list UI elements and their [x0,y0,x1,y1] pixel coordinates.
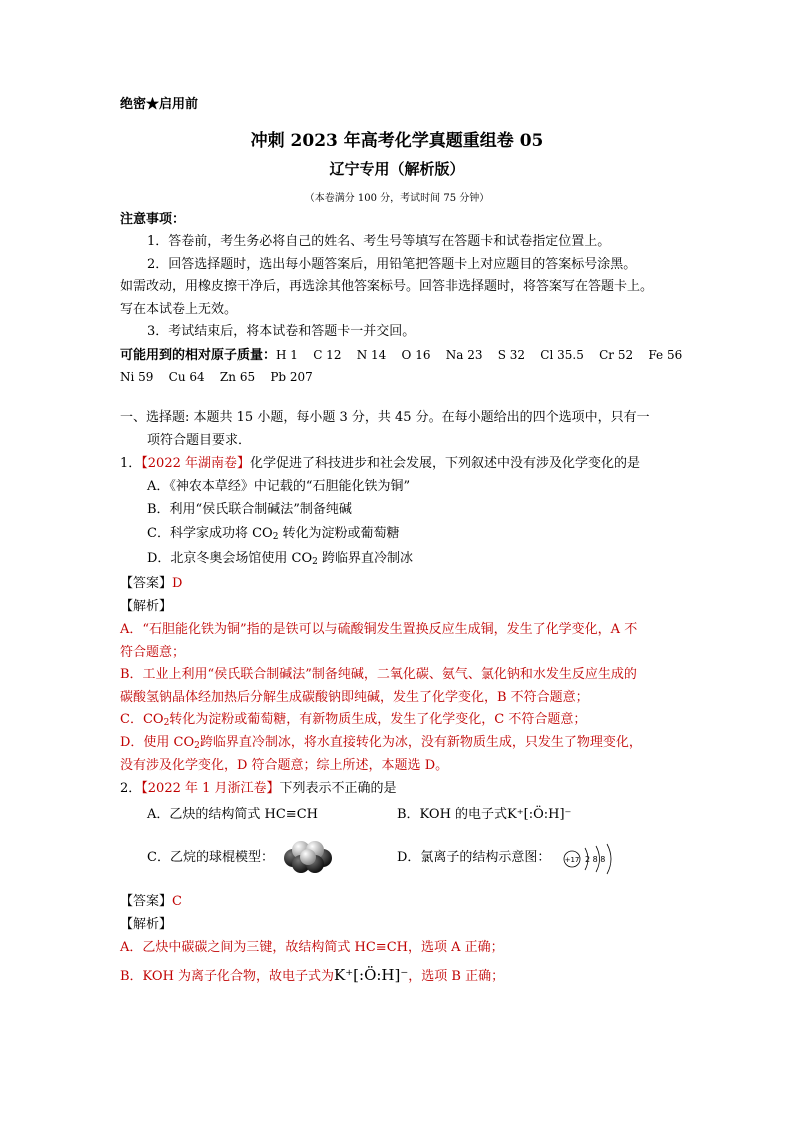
analysis-tag: 【解析】 [120,917,173,932]
analysis-text: B．KOH 为离子化合物，故电子式为 [120,969,335,984]
question-stem: 下列表示不正确的是 [279,781,397,796]
question-stem: 化学促进了科技进步和社会发展，下列叙述中没有涉及化学变化的是 [250,456,641,471]
confidential-label: 绝密★启用前 [120,97,199,112]
exam-meta: （本卷满分 100 分，考试时间 75 分钟） [304,193,490,204]
shell-electrons: 2 8 8 [585,855,606,864]
option-b [397,805,571,825]
question-number: 1． [120,456,142,471]
option-d [147,549,413,572]
answer-tag: 【答案】 [120,894,173,909]
electron-formula: K⁺[:Ö:H]⁻ [507,807,572,822]
section-heading: 一、选择题: 本题共 15 小题，每小题 3 分，共 45 分。在每小题给出的四个选项中，只有一 [120,410,650,425]
analysis-text-2: 转化为淀粉或葡萄糖，有新物质生成，发生了化学变化，C 不符合题意； [169,712,587,727]
atomic-mass-values-2: Ni 59 Cu 64 Zn 65 Pb 207 [120,370,313,384]
atomic-mass-values: H 1 C 12 N 14 O 16 Na 23 S 32 Cl 35.5 Cr 52 Fe 56 [276,348,683,362]
analysis-line: 碳酸氢钠晶体经加热后分解生成碳酸钠即纯碱，发生了化学变化，B 不符合题意； [120,690,589,705]
analysis-text-2: 跨临界直冷制冰，将水直接转化为冰，没有新物质生成，只发生了物理变化， [199,735,642,750]
answer-value: C [172,894,182,909]
option-c-text: C．科学家成功将 CO [147,526,273,541]
subscript: 2 [194,741,200,751]
analysis-line [120,710,586,733]
analysis-text: D．使用 CO [120,735,195,750]
question-source: 【2022 年 1 月浙江卷】 [141,781,280,796]
subscript: 2 [163,718,170,728]
option-d: D．氯离子的结构示意图： [397,850,551,865]
analysis-line: 没有涉及化学变化，D 符合题意；综上所述，本题选 D。 [120,758,449,773]
option-a: A．乙炔的结构简式 HC≡CH [147,807,318,822]
option-d-text-2: 跨临界直冷制冰 [317,551,414,566]
option-d-text: D．北京冬奥会场馆使用 CO [147,551,313,566]
document-subtitle: 辽宁专用（解析版） [329,160,465,178]
analysis-line: A．乙炔中碳碳之间为三键，故结构简式 HC≡CH，选项 A 正确； [120,940,504,955]
option-a: A．《神农本草经》中记载的“石胆能化铁为铜” [147,479,411,494]
chloride-ion-structure-diagram [563,842,623,882]
question-source: 【2022 年湖南卷】 [141,456,250,471]
notes-item: 1．答卷前，考生务必将自己的姓名、考生号等填写在答题卡和试卷指定位置上。 [147,234,611,249]
analysis-text-2: ，选项 B 正确； [408,969,505,984]
notes-heading: 注意事项： [120,212,186,227]
question-1 [120,454,640,474]
analysis-tag: 【解析】 [120,599,173,614]
nucleus-label: +17 [564,856,580,864]
notes-item: 3．考试结束后，将本试卷和答题卡一并交回。 [147,324,416,339]
option-b-text: B．KOH 的电子式 [397,807,508,822]
question-2 [120,779,397,799]
atomic-mass-label: 可能用到的相对原子质量： [120,348,277,363]
analysis-line: 符合题意； [120,645,186,660]
subscript: 2 [272,532,279,542]
analysis-line [120,733,642,756]
atomic-mass-row [120,345,682,366]
answer-row [120,892,182,912]
answer-tag: 【答案】 [120,576,173,591]
notes-item: 2．回答选择题时，选出每小题答案后，用铅笔把答题卡上对应题目的答案标号涂黑。 [147,257,637,272]
analysis-line: A．“石胆能化铁为铜”指的是铁可以与硫酸铜发生置换反应生成铜，发生了化学变化，A 不 [120,622,638,637]
notes-item: 写在本试卷上无效。 [120,302,238,317]
analysis-line: B．工业上利用“侯氏联合制碱法”制备纯碱，二氧化碳、氨气、氯化钠和水发生反应生成的 [120,667,637,682]
notes-item: 如需改动，用橡皮擦干净后，再选涂其他答案标号。回答非选择题时，将答案写在答题卡上。 [120,279,654,294]
option-c: C．乙烷的球棍模型： [147,850,274,865]
question-number: 2． [120,781,142,796]
document-title: 冲刺 2023 年高考化学真题重组卷 05 [250,131,544,151]
answer-value: D [172,576,183,591]
electron-formula: K⁺[:Ö:H]⁻ [334,966,409,984]
option-c-text-2: 转化为淀粉或葡萄糖 [278,526,400,541]
ethane-ball-stick-model [283,838,333,874]
option-b: B．利用“侯氏联合制碱法”制备纯碱 [147,502,352,517]
section-heading-cont: 项符合题目要求． [147,433,252,448]
option-c [147,524,400,547]
subscript: 2 [312,557,318,567]
answer-row [120,574,182,594]
analysis-text: C．CO [120,712,164,727]
analysis-line [120,965,504,987]
